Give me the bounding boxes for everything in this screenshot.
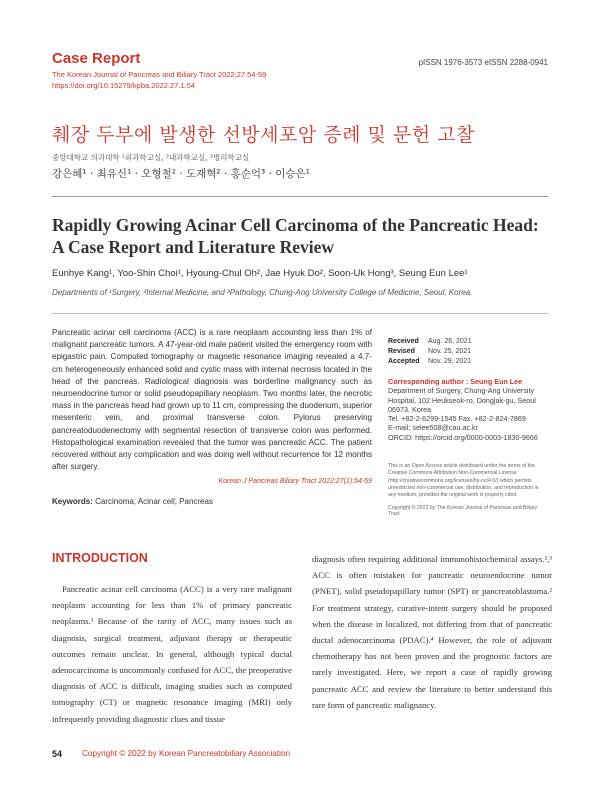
date-row-received — [388, 337, 548, 347]
date-row-revised — [388, 347, 548, 357]
english-title-line-2: A Case Report and Literature Review — [52, 237, 335, 257]
intro-paragraph: diagnosis often requiring additional immunohistochemical assays.²,³ ACC is often mistaken for pancreatic neuroendocrine tumor (PNET), solid pseudopapillary tumor (SPT) or pancreatoblastoma.² For treatment strategy, curative-intent surgery should be proposed when the disease in localized, not differing from that of pancreatic ductal adenocarcinoma (PDAC).⁴ However, the role of adjuvant chemotherapy has not been proven and the prognostic factors are rarely investigated. Here, we report a case of rapidly growing pancreatic ACC and review the literature to better understand this rare form of pancreatic malignancy. — [312, 554, 552, 710]
footer-copyright: Copyright © 2022 by Korean Pancreatobiliary Association — [82, 749, 291, 758]
doi-link[interactable]: https://doi.org/10.15279/kpba.2022.27.1.54 — [52, 81, 196, 90]
corr-email[interactable]: E-mail; selee508@cau.ac.kr — [388, 423, 478, 433]
keywords-label: Keywords: — [52, 497, 93, 506]
korean-title: 췌장 두부에 발생한 선방세포암 증례 및 문헌 고찰 — [52, 124, 475, 146]
date-value: Nov. 29, 2021 — [428, 358, 472, 365]
article-type-label: Case Report — [52, 50, 141, 67]
english-title-line-1: Rapidly Growing Acinar Cell Carcinoma of the Pancreatic Head: — [52, 215, 539, 235]
corr-line: Tel. +82-2-6299-1545 Fax. +82-2-824-7869 — [388, 414, 526, 424]
corr-line: 06973, Korea — [388, 404, 432, 414]
intro-paragraph: Pancreatic acinar cell carcinoma (ACC) is a very rare malignant neoplasm accounting for less than 1% of primary pancreatic neoplasms.¹ Because of the rarity of ACC, many issues such as diagnosis, surgical treatment, adjuvant therapy or therapeutic outcomes remain unclear. In general, although typical ductal adenocarcinoma is uncommonly confused for ACC, the preoperative diagnosis of ACC is difficult, imaging studies such as computed tomography (CT) or magnetic resonance imaging (MRI) only infrequently providing diagnostic clues and tissue — [52, 584, 292, 724]
date-value: Nov. 25, 2021 — [428, 348, 472, 355]
intro-left-column — [52, 581, 292, 727]
license-notice: This is an Open Access article distributed under the terms of the Creative Commons Attribution Non-Commercial License (http://creativecommons.org/licenses/by-nc/4.0/) which permits unrestricted non-commercial use, distribution, and reproduction in any medium, provided the original work is properly cited. — [388, 463, 539, 499]
issn-info: pISSN 1976-3573 eISSN 2288-0941 — [418, 58, 548, 67]
corr-line: Department of Surgery, Chung-Ang University — [388, 386, 535, 396]
corr-line: Hospital, 102 Heukseok-ro, Dongjak-gu, Seoul — [388, 395, 536, 405]
keywords — [52, 497, 213, 506]
english-title — [52, 214, 552, 258]
introduction-heading: INTRODUCTION — [52, 551, 148, 565]
korean-authors: 강은혜¹ · 최유신¹ · 오형철² · 도재혁² · 홍순억³ · 이승은¹ — [52, 168, 310, 180]
date-label: Revised — [388, 348, 415, 355]
section-divider — [52, 313, 548, 314]
corresponding-author — [388, 377, 548, 442]
keywords-values: Carcinoma; Acinar cell; Pancreas — [92, 497, 213, 506]
english-authors: Eunhye Kang¹, Yoo-Shin Choi¹, Hyoung-Chul Oh², Jae Hyuk Do², Soon-Uk Hong³, Seung Eun Lee¹ — [52, 268, 468, 279]
intro-right-column — [312, 551, 552, 713]
abstract-citation: Korean J Pancreas Biliary Tract 2022;27(1):54-59 — [218, 478, 372, 485]
journal-citation: The Korean Journal of Pancreas and Biliary Tract 2022;27:54-59 — [52, 70, 267, 79]
section-divider — [52, 196, 548, 197]
abstract-text: Pancreatic acinar cell carcinoma (ACC) is a rare neoplasm accounting less than 1% of malignant pancreatic tumors. A 47-year-old male patient visited the emergency room with epigastric pain. Computed tomography or magnetic resonance imaging revealed a 4.7-cm heterogeneously enhanced solid and cystic mass with internal necrosis located in the head of the pancreas. Radiological diagnosis was borderline malignancy such as neuroendocrine tumor or solid pseudopapillary neoplasm. Two months later, the necrotic mass in the pancreas head had grown up to 11 cm, compressing the duodenum, superior mesenteric vein, and proximal transverse colon. Pylorus preserving pancreatoduodenectomy with segmental resection of transverse colon was performed. Histopathological examination revealed that the tumor was pancreatic ACC. The patient recovered without any complication and was doing well without recurrence for 12 months after surgery. — [52, 328, 372, 472]
date-row-accepted — [388, 357, 548, 367]
corresponding-author-heading: Corresponding author : Seung Eun Lee — [388, 377, 523, 386]
korean-affiliation: 중앙대학교 의과대학 ¹외과학교실, ²내과학교실, ³병리학교실 — [52, 153, 250, 162]
english-departments: Departments of ¹Surgery, ²Internal Medicine, and ³Pathology, Chung-Ang University College of Medicine, Seoul, Korea — [52, 288, 471, 297]
article-dates — [388, 337, 548, 367]
corr-orcid[interactable]: ORCID: https://orcid.org/0000-0003-1830-9666 — [388, 432, 538, 442]
journal-copyright: Copyright © 2022 by The Korean Journal of Pancreas and Biliary Tract — [388, 505, 538, 517]
date-label: Accepted — [388, 358, 420, 365]
date-label: Received — [388, 338, 419, 345]
date-value: Aug. 26, 2021 — [428, 338, 472, 345]
page-number: 54 — [52, 749, 63, 759]
